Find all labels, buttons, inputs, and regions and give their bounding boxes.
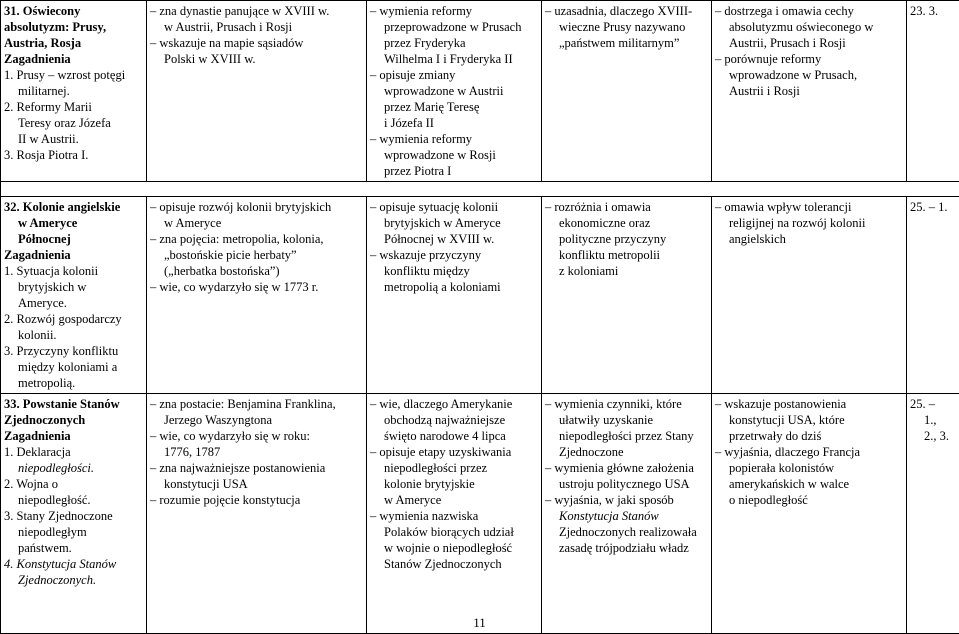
requirement-item: – wie, co wydarzyło się w roku: — [150, 428, 363, 444]
row-33 — [1, 394, 959, 634]
requirement-item: brytyjskich w Ameryce — [370, 215, 538, 231]
reference-text: 25. – 1. — [910, 199, 956, 215]
requirement-item: niepodległości przez — [370, 460, 538, 476]
requirement-item: metropolią a koloniami — [370, 279, 538, 295]
topic-issue: Teresy oraz Józefa — [4, 115, 143, 131]
topic-issue: II w Austrii. — [4, 131, 143, 147]
requirement-item: w Ameryce — [150, 215, 363, 231]
topic-issue: niepodległości. — [4, 460, 143, 476]
requirement-item: Jerzego Waszyngtona — [150, 412, 363, 428]
requirement-item: „państwem militarnym” — [545, 35, 708, 51]
requirement-item: – zna pojęcia: metropolia, kolonia, — [150, 231, 363, 247]
requirements-advanced-33 — [712, 394, 907, 634]
topic-cell-33 — [1, 394, 147, 634]
references-31 — [907, 1, 959, 182]
requirement-item: z koloniami — [545, 263, 708, 279]
requirement-item: popierała kolonistów — [715, 460, 903, 476]
topic-issue: niepodległym — [4, 524, 143, 540]
topic-issue: państwem. — [4, 540, 143, 556]
requirement-item: przez Piotra I — [370, 163, 538, 179]
row-31 — [1, 1, 959, 182]
requirement-item: „bostońskie picie herbaty” — [150, 247, 363, 263]
requirement-item: wprowadzone w Prusach, — [715, 67, 903, 83]
requirement-item: konstytucji USA, które — [715, 412, 903, 428]
requirement-item: – rozumie pojęcie konstytucja — [150, 492, 363, 508]
topic-issue: brytyjskich w — [4, 279, 143, 295]
requirement-item: – opisuje etapy uzyskiwania — [370, 444, 538, 460]
requirement-item: Stanów Zjednoczonych — [370, 556, 538, 572]
requirement-item: – opisuje sytuację kolonii — [370, 199, 538, 215]
requirements-standard-32 — [367, 197, 542, 394]
topic-issue: między koloniami a — [4, 359, 143, 375]
requirement-item: święto narodowe 4 lipca — [370, 428, 538, 444]
requirement-item: Austrii i Rosji — [715, 83, 903, 99]
references-33 — [907, 394, 959, 634]
requirement-item: – zna postacie: Benjamina Franklina, — [150, 396, 363, 412]
requirements-standard-31 — [367, 1, 542, 182]
topic-title: w Ameryce — [4, 215, 143, 231]
topic-issues-heading: Zagadnienia — [4, 51, 143, 67]
topic-issue: 2. Wojna o — [4, 476, 143, 492]
requirement-item: w wojnie o niepodległość — [370, 540, 538, 556]
requirement-item: Zjednoczone — [545, 444, 708, 460]
reference-text: 2., 3. — [910, 428, 956, 444]
requirement-item: zasadę trójpodziału władz — [545, 540, 708, 556]
requirement-item: w Ameryce — [370, 492, 538, 508]
topic-issue: 1. Sytuacja kolonii — [4, 263, 143, 279]
reference-text: 1., — [910, 412, 956, 428]
requirement-item: religijnej na rozwój kolonii — [715, 215, 903, 231]
requirement-item: Wilhelma I i Fryderyka II — [370, 51, 538, 67]
requirement-item: konfliktu między — [370, 263, 538, 279]
topic-issue: 3. Rosja Piotra I. — [4, 147, 143, 163]
requirement-item: – zna najważniejsze postanowienia — [150, 460, 363, 476]
requirement-item: konfliktu metropolii — [545, 247, 708, 263]
requirements-extended-31 — [542, 1, 712, 182]
requirements-extended-33 — [542, 394, 712, 634]
topic-issue: 1. Deklaracja — [4, 444, 143, 460]
requirement-item: wprowadzone w Rosji — [370, 147, 538, 163]
requirement-item: Północnej w XVIII w. — [370, 231, 538, 247]
requirement-item: Austrii, Prusach i Rosji — [715, 35, 903, 51]
requirement-item: przez Marię Teresę — [370, 99, 538, 115]
requirement-item: – omawia wpływ tolerancji — [715, 199, 903, 215]
requirement-item: Polski w XVIII w. — [150, 51, 363, 67]
topic-title: absolutyzm: Prusy, — [4, 19, 143, 35]
requirement-item: – wie, co wydarzyło się w 1773 r. — [150, 279, 363, 295]
requirement-item: kolonie brytyjskie — [370, 476, 538, 492]
requirement-item: ustroju politycznego USA — [545, 476, 708, 492]
topic-title: Austria, Rosja — [4, 35, 143, 51]
topic-issue: 2. Rozwój gospodarczy — [4, 311, 143, 327]
row-32 — [1, 197, 959, 394]
requirement-item: – wyjaśnia, dlaczego Francja — [715, 444, 903, 460]
requirement-item: ekonomiczne oraz — [545, 215, 708, 231]
requirement-item: wieczne Prusy nazywano — [545, 19, 708, 35]
row-gap — [1, 182, 959, 197]
references-32 — [907, 197, 959, 394]
reference-text: 23. 3. — [910, 3, 956, 19]
topic-title: 33. Powstanie Stanów — [4, 396, 143, 412]
topic-issue: kolonii. — [4, 327, 143, 343]
topic-cell-32 — [1, 197, 147, 394]
topic-issue: 4. Konstytucja Stanów — [4, 556, 143, 572]
topic-cell-31 — [1, 1, 147, 182]
requirement-item: – opisuje rozwój kolonii brytyjskich — [150, 199, 363, 215]
requirements-basic-33 — [147, 394, 367, 634]
requirement-item: – wie, dlaczego Amerykanie — [370, 396, 538, 412]
requirement-item: o niepodległość — [715, 492, 903, 508]
requirement-item: 1776, 1787 — [150, 444, 363, 460]
requirement-item: niepodległości przez Stany — [545, 428, 708, 444]
topic-issue: Zjednoczonych. — [4, 572, 143, 588]
requirement-item: – wyjaśnia, w jaki sposób — [545, 492, 708, 508]
requirements-advanced-31 — [712, 1, 907, 182]
requirement-item: – wymienia reformy — [370, 3, 538, 19]
topic-issue: 2. Reformy Marii — [4, 99, 143, 115]
topic-title: Północnej — [4, 231, 143, 247]
requirements-advanced-32 — [712, 197, 907, 394]
requirement-item: – rozróżnia i omawia — [545, 199, 708, 215]
topic-issue: 3. Stany Zjednoczone — [4, 508, 143, 524]
requirement-item: konstytucji USA — [150, 476, 363, 492]
requirement-item: – wskazuje postanowienia — [715, 396, 903, 412]
requirement-item: w Austrii, Prusach i Rosji — [150, 19, 363, 35]
topic-issue: metropolią. — [4, 375, 143, 391]
topic-issue: Ameryce. — [4, 295, 143, 311]
topic-issue: 1. Prusy – wzrost potęgi — [4, 67, 143, 83]
requirement-item: – wymienia nazwiska — [370, 508, 538, 524]
topic-issue: 3. Przyczyny konfliktu — [4, 343, 143, 359]
topic-title: 31. Oświecony — [4, 3, 143, 19]
requirement-item: – wskazuje na mapie sąsiadów — [150, 35, 363, 51]
requirement-item: – wymienia reformy — [370, 131, 538, 147]
requirements-basic-31 — [147, 1, 367, 182]
topic-issue: militarnej. — [4, 83, 143, 99]
requirement-item: przez Fryderyka — [370, 35, 538, 51]
requirement-item: – dostrzega i omawia cechy — [715, 3, 903, 19]
page-number: 11 — [0, 615, 959, 631]
requirements-extended-32 — [542, 197, 712, 394]
requirement-item: angielskich — [715, 231, 903, 247]
requirement-item: („herbatka bostońska”) — [150, 263, 363, 279]
requirement-item: wprowadzone w Austrii — [370, 83, 538, 99]
requirement-item: polityczne przyczyny — [545, 231, 708, 247]
topic-issues-heading: Zagadnienia — [4, 247, 143, 263]
requirement-item: amerykańskich w walce — [715, 476, 903, 492]
requirement-item: – zna dynastie panujące w XVIII w. — [150, 3, 363, 19]
requirement-item: i Józefa II — [370, 115, 538, 131]
requirement-item: – wskazuje przyczyny — [370, 247, 538, 263]
requirement-item: przetrwały do dziś — [715, 428, 903, 444]
requirement-item: Konstytucja Stanów — [545, 508, 708, 524]
topic-issues-heading: Zagadnienia — [4, 428, 143, 444]
requirements-basic-32 — [147, 197, 367, 394]
requirements-standard-33 — [367, 394, 542, 634]
requirement-item: obchodzą najważniejsze — [370, 412, 538, 428]
requirement-item: – porównuje reformy — [715, 51, 903, 67]
requirement-item: ułatwiły uzyskanie — [545, 412, 708, 428]
requirement-item: – wymienia czynniki, które — [545, 396, 708, 412]
requirement-item: absolutyzmu oświeconego w — [715, 19, 903, 35]
topic-title: Zjednoczonych — [4, 412, 143, 428]
requirement-item: – wymienia główne założenia — [545, 460, 708, 476]
requirement-item: Zjednoczonych realizowała — [545, 524, 708, 540]
requirement-item: – opisuje zmiany — [370, 67, 538, 83]
requirement-item: Polaków biorących udział — [370, 524, 538, 540]
topic-title: 32. Kolonie angielskie — [4, 199, 143, 215]
requirement-item: – uzasadnia, dlaczego XVIII- — [545, 3, 708, 19]
topic-issue: niepodległość. — [4, 492, 143, 508]
reference-text: 25. – — [910, 396, 956, 412]
requirement-item: przeprowadzone w Prusach — [370, 19, 538, 35]
